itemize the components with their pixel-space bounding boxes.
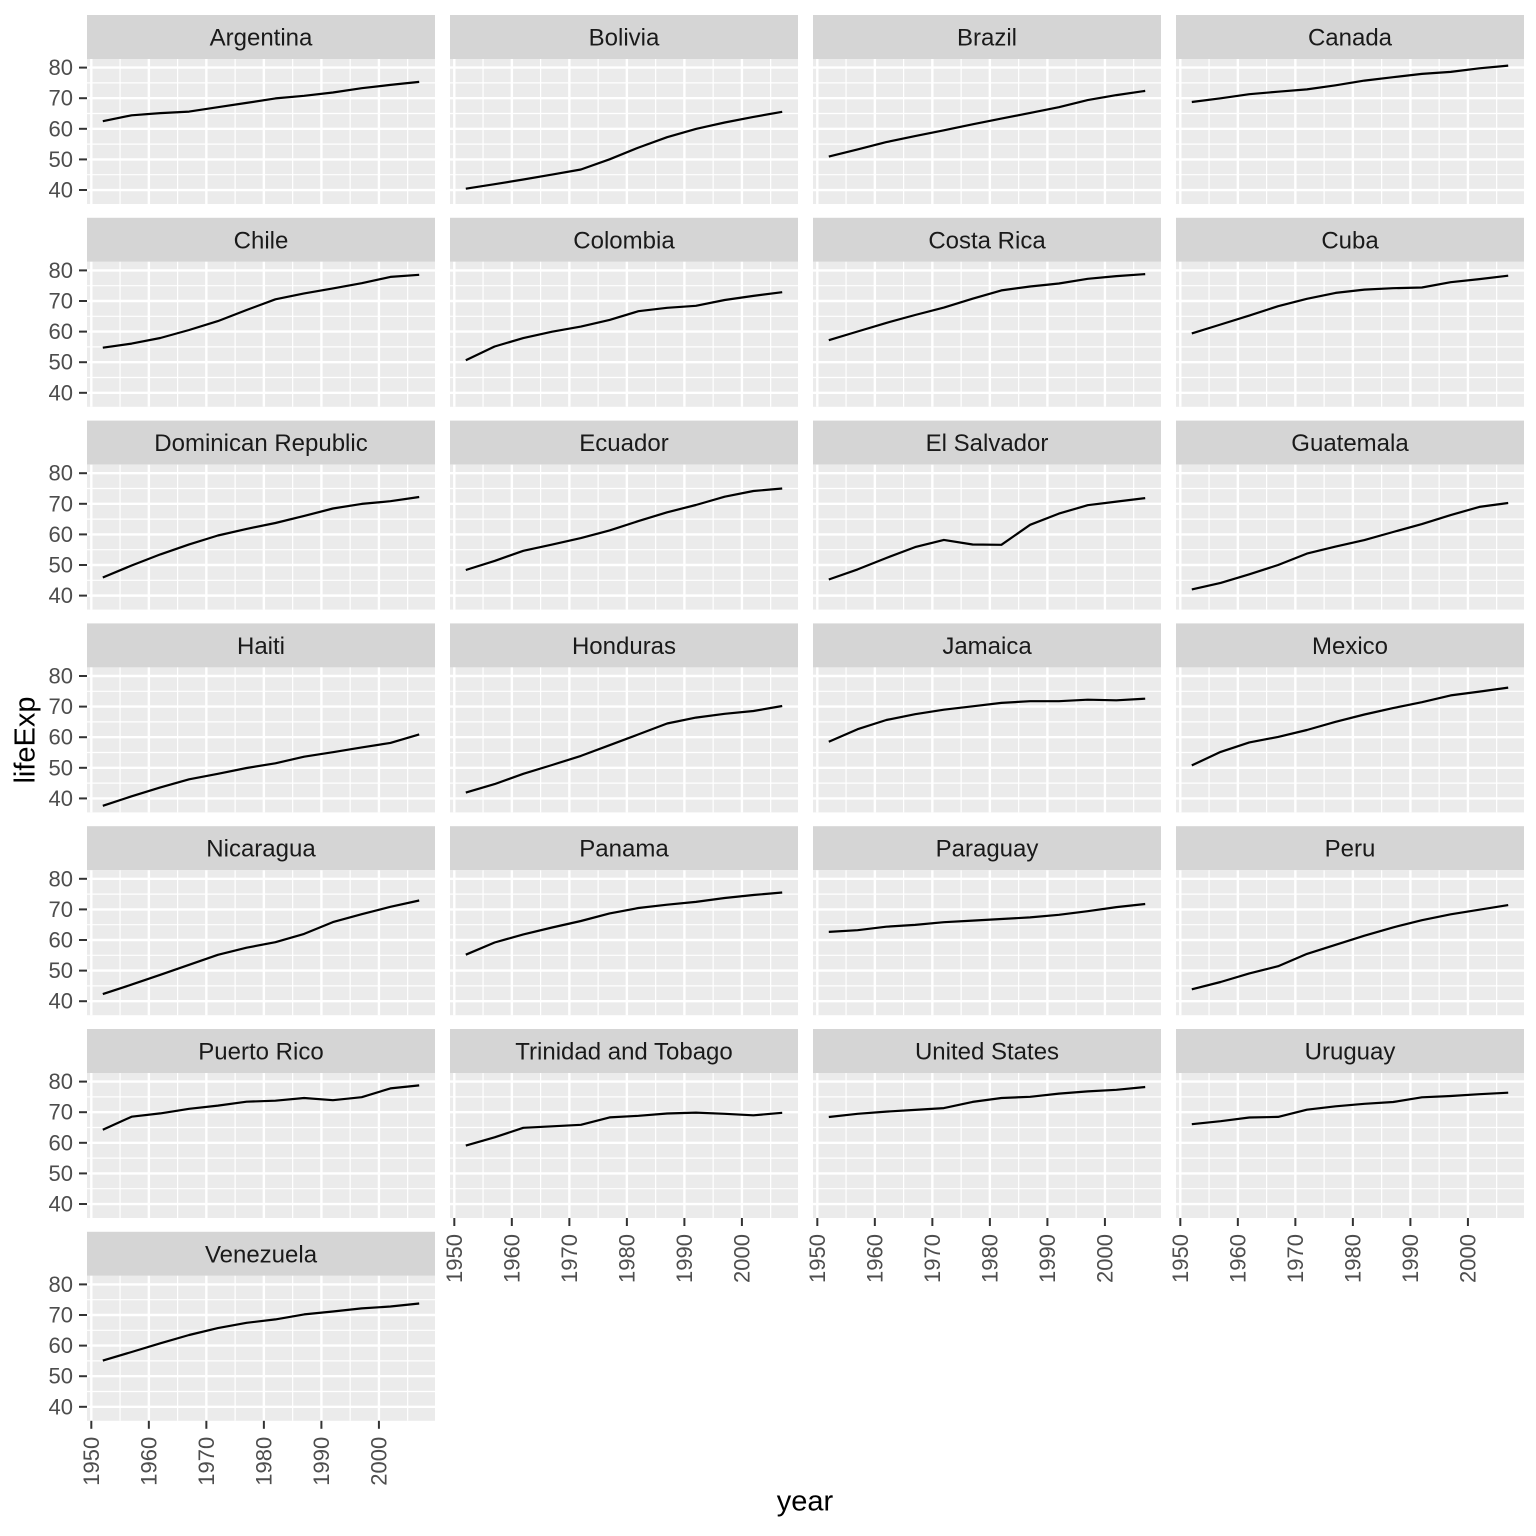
facet-chile <box>49 218 435 407</box>
facet-honduras <box>450 623 798 812</box>
x-tick-label: 1950 <box>1167 1234 1193 1283</box>
facet-panel <box>813 59 1161 204</box>
y-tick-label: 50 <box>48 1160 73 1186</box>
y-tick-label: 70 <box>48 1302 73 1328</box>
facet-argentina <box>49 15 435 204</box>
facet-strip-label: Canada <box>1307 24 1393 52</box>
facet-panel <box>87 59 435 204</box>
y-tick-label: 40 <box>48 1394 73 1420</box>
facet-guatemala <box>1176 421 1524 610</box>
y-tick-label: 40 <box>48 988 73 1014</box>
facet-strip-label: Brazil <box>956 24 1018 52</box>
facet-uruguay <box>1168 1029 1524 1283</box>
facet-costa-rica <box>813 218 1161 407</box>
facet-el-salvador <box>813 421 1161 610</box>
x-tick-label: 1990 <box>308 1436 334 1486</box>
y-tick-label: 50 <box>48 755 73 781</box>
facet-panel <box>87 667 435 812</box>
y-tick-label: 80 <box>48 55 73 81</box>
facet-strip-label: El Salvador <box>925 430 1049 458</box>
y-tick-label: 80 <box>48 1271 73 1297</box>
facet-strip-label: Trinidad and Tobago <box>515 1038 733 1066</box>
facet-panel <box>813 667 1161 812</box>
facet-dominican-republic <box>49 421 435 610</box>
facet-panel <box>450 870 798 1015</box>
facet-panel <box>87 1073 435 1218</box>
facet-strip-label: Puerto Rico <box>198 1038 324 1066</box>
facet-panel <box>1176 667 1524 812</box>
x-tick-label: 2000 <box>1455 1234 1481 1283</box>
facet-panel <box>813 465 1161 610</box>
y-axis <box>49 663 87 810</box>
x-tick-label: 2000 <box>729 1234 755 1283</box>
y-tick-label: 50 <box>48 146 73 172</box>
facet-panel <box>1176 262 1524 407</box>
facet-strip-label: United States <box>914 1038 1060 1066</box>
x-tick-label: 1990 <box>1397 1234 1423 1283</box>
facet-strip-label: Jamaica <box>942 632 1032 660</box>
y-tick-label: 60 <box>48 1333 73 1359</box>
y-tick-label: 70 <box>48 288 73 314</box>
y-tick-label: 50 <box>48 552 73 578</box>
facet-strip-label: Honduras <box>571 632 677 660</box>
y-tick-label: 70 <box>48 694 73 720</box>
x-tick-label: 1950 <box>441 1234 467 1283</box>
facet-panel <box>87 262 435 407</box>
y-tick-label: 80 <box>48 257 73 283</box>
facet-strip-label: Peru <box>1324 835 1376 863</box>
y-tick-label: 80 <box>48 866 73 892</box>
facet-panel <box>450 1073 798 1218</box>
x-tick-label: 1970 <box>193 1436 219 1486</box>
y-tick-label: 50 <box>48 349 73 375</box>
y-tick-label: 60 <box>48 116 73 142</box>
x-tick-label: 2000 <box>366 1436 392 1486</box>
facet-nicaragua <box>49 826 435 1015</box>
facet-strip-label: Bolivia <box>588 24 660 52</box>
facet-panel <box>813 262 1161 407</box>
facet-strip-label: Haiti <box>236 632 286 660</box>
facet-ecuador <box>450 421 798 610</box>
x-tick-label: 1970 <box>556 1234 582 1283</box>
x-tick-label: 1970 <box>919 1234 945 1283</box>
facet-panel <box>87 1276 435 1421</box>
facet-united-states <box>805 1029 1161 1283</box>
facet-strip-label: Ecuador <box>579 430 669 458</box>
facet-panel <box>87 870 435 1015</box>
x-tick-label: 1960 <box>136 1436 162 1486</box>
y-tick-label: 80 <box>48 663 73 689</box>
facet-peru <box>1176 826 1524 1015</box>
y-tick-label: 40 <box>48 177 73 203</box>
x-tick-label: 1950 <box>804 1234 830 1283</box>
facet-puerto-rico <box>49 1029 435 1218</box>
facet-strip-label: Mexico <box>1311 632 1389 660</box>
x-tick-label: 1980 <box>1340 1234 1366 1283</box>
facet-panel <box>1176 870 1524 1015</box>
y-tick-label: 40 <box>48 1191 73 1217</box>
facet-venezuela <box>49 1232 435 1486</box>
y-tick-label: 60 <box>48 521 73 547</box>
facet-strip-label: Paraguay <box>935 835 1039 863</box>
y-tick-label: 70 <box>48 491 73 517</box>
y-axis <box>49 461 87 608</box>
x-axis <box>1168 1218 1481 1283</box>
x-tick-label: 1950 <box>78 1436 104 1486</box>
x-axis <box>442 1218 755 1283</box>
x-axis <box>805 1218 1118 1283</box>
facet-strip-label: Nicaragua <box>206 835 316 863</box>
y-tick-label: 60 <box>48 319 73 345</box>
facet-panel <box>1176 465 1524 610</box>
facet-cuba <box>1176 218 1524 407</box>
facet-strip-label: Argentina <box>209 24 313 52</box>
facet-jamaica <box>813 623 1161 812</box>
x-tick-label: 1990 <box>671 1234 697 1283</box>
facet-panel <box>813 870 1161 1015</box>
y-axis-title: lifeExp <box>9 696 42 784</box>
x-tick-label: 1960 <box>862 1234 888 1283</box>
facet-strip-label: Colombia <box>573 227 675 255</box>
x-tick-label: 1980 <box>251 1436 277 1486</box>
facet-paraguay <box>813 826 1161 1015</box>
facet-strip-label: Cuba <box>1321 227 1379 255</box>
x-tick-label: 1970 <box>1282 1234 1308 1283</box>
y-tick-label: 80 <box>48 460 73 486</box>
y-tick-label: 70 <box>48 896 73 922</box>
x-tick-label: 1980 <box>977 1234 1003 1283</box>
y-axis <box>49 866 87 1013</box>
y-axis <box>49 1272 87 1419</box>
facet-panel <box>813 1073 1161 1218</box>
x-tick-label: 1960 <box>1225 1234 1251 1283</box>
y-tick-label: 60 <box>48 724 73 750</box>
y-axis <box>49 55 87 202</box>
facet-strip-label: Costa Rica <box>928 227 1046 255</box>
x-tick-label: 1990 <box>1034 1234 1060 1283</box>
facet-strip-label: Uruguay <box>1304 1038 1396 1066</box>
y-tick-label: 70 <box>48 85 73 111</box>
facet-strip-label: Panama <box>579 835 669 863</box>
facet-panel <box>450 262 798 407</box>
y-tick-label: 40 <box>48 785 73 811</box>
facet-strip-label: Chile <box>233 227 289 255</box>
facet-panel <box>87 465 435 610</box>
x-axis <box>79 1421 392 1486</box>
x-axis-title: year <box>776 1485 834 1518</box>
y-tick-label: 40 <box>48 380 73 406</box>
facet-strip-label: Guatemala <box>1291 430 1409 458</box>
y-tick-label: 50 <box>48 1363 73 1389</box>
facet-strip-label: Venezuela <box>204 1241 318 1269</box>
facet-mexico <box>1176 623 1524 812</box>
y-axis <box>49 1069 87 1216</box>
facet-trinidad-and-tobago <box>442 1029 798 1283</box>
facet-haiti <box>49 623 435 812</box>
y-tick-label: 60 <box>48 1130 73 1156</box>
y-tick-label: 60 <box>48 927 73 953</box>
facet-panel <box>450 465 798 610</box>
y-tick-label: 80 <box>48 1069 73 1095</box>
y-tick-label: 70 <box>48 1099 73 1125</box>
x-tick-label: 1980 <box>614 1234 640 1283</box>
y-tick-label: 50 <box>48 958 73 984</box>
facet-panama <box>450 826 798 1015</box>
y-axis <box>49 258 87 405</box>
facet-canada <box>1176 15 1524 204</box>
x-tick-label: 2000 <box>1092 1234 1118 1283</box>
facet-brazil <box>813 15 1161 204</box>
facet-colombia <box>450 218 798 407</box>
facet-strip-label: Dominican Republic <box>154 430 368 458</box>
facet-panel <box>1176 59 1524 204</box>
y-tick-label: 40 <box>48 583 73 609</box>
facet-bolivia <box>450 15 798 204</box>
x-tick-label: 1960 <box>499 1234 525 1283</box>
